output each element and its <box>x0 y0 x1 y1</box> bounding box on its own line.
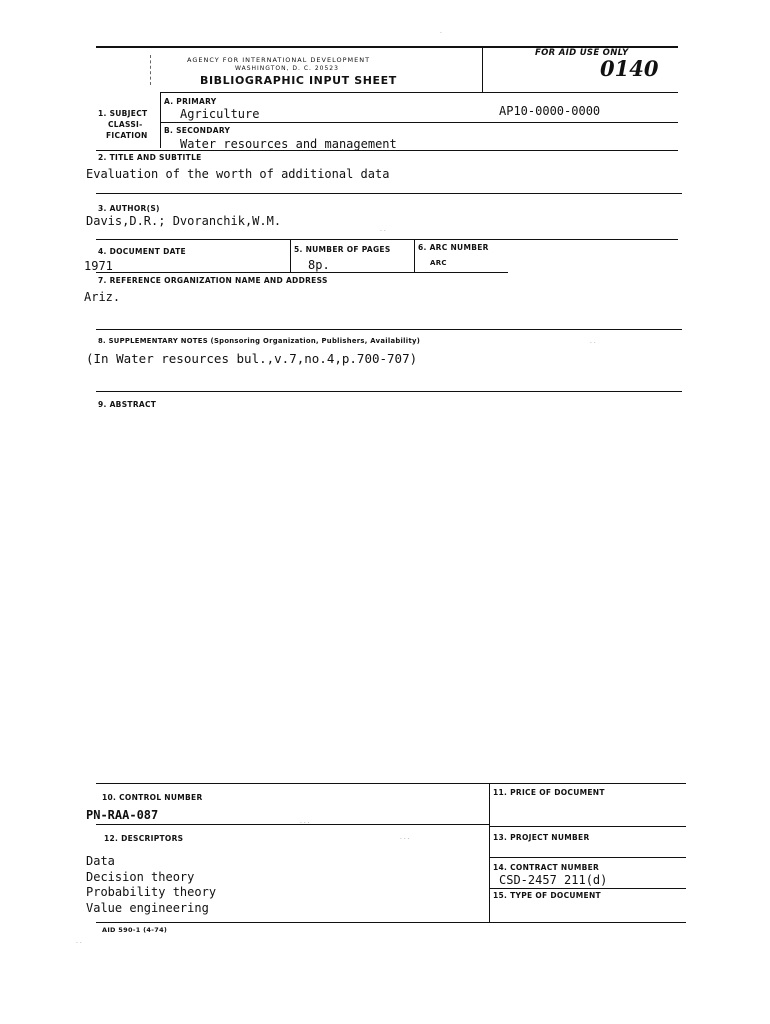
title-rule <box>96 193 682 194</box>
bottom-rule <box>96 922 686 923</box>
document-date-value: 1971 <box>84 259 113 273</box>
descriptor-item: Value engineering <box>86 901 209 915</box>
scan-speckle: · · · <box>400 836 410 843</box>
descriptors-label: 12. DESCRIPTORS <box>104 834 184 843</box>
header-divider <box>482 46 483 92</box>
header-bottom-rule <box>160 92 678 93</box>
supplementary-rule <box>96 391 682 392</box>
secondary-label: B. SECONDARY <box>164 126 231 135</box>
reference-org-label: 7. REFERENCE ORGANIZATION NAME AND ADDRESS <box>98 276 328 285</box>
secondary-rule <box>96 150 678 151</box>
scan-speckle: · · · <box>300 820 310 827</box>
contract-number-rule <box>489 888 686 889</box>
scan-speckle: · · <box>76 940 82 947</box>
arc-rule <box>96 272 508 273</box>
primary-rule <box>160 122 678 123</box>
control-number-rule <box>96 824 489 825</box>
project-number-rule <box>489 857 686 858</box>
arc-divider <box>414 239 415 272</box>
price-rule <box>489 826 686 827</box>
contract-number-label: 14. CONTRACT NUMBER <box>493 863 600 872</box>
reference-org-value: Ariz. <box>84 290 121 304</box>
handwritten-number: 0140 <box>600 56 659 81</box>
pages-value: 8p. <box>308 258 330 272</box>
title-value: Evaluation of the worth of additional data <box>86 167 390 181</box>
document-date-label: 4. DOCUMENT DATE <box>98 247 186 256</box>
control-number-label: 10. CONTROL NUMBER <box>102 793 203 802</box>
subject-label-line3: FICATION <box>106 131 148 140</box>
arc-number-value: ARC <box>430 259 447 267</box>
subject-divider <box>160 92 161 148</box>
reference-org-rule <box>96 329 682 330</box>
descriptor-item: Probability theory <box>86 885 217 899</box>
scan-speckle: · <box>440 30 442 37</box>
supplementary-value: (In Water resources bul.,v.7,no.4,p.700-707) <box>86 351 418 366</box>
primary-label: A. PRIMARY <box>164 97 217 106</box>
control-number-value: PN-RAA-087 <box>86 808 159 822</box>
descriptor-item: Data <box>86 854 115 868</box>
arc-number-label: 6. ARC NUMBER <box>418 243 489 252</box>
abstract-label: 9. ABSTRACT <box>98 400 157 409</box>
secondary-value: Water resources and management <box>180 137 397 151</box>
project-number-label: 13. PROJECT NUMBER <box>493 833 590 842</box>
pages-divider <box>290 239 291 272</box>
sheet-title: BIBLIOGRAPHIC INPUT SHEET <box>200 74 397 87</box>
form-number: AID 590-1 (4-74) <box>102 926 168 934</box>
subject-label-line2: CLASSI- <box>108 120 143 129</box>
supplementary-label: 8. SUPPLEMENTARY NOTES (Sponsoring Organization, Publishers, Availability) <box>98 337 421 345</box>
header-left-tick <box>150 55 151 85</box>
primary-value: Agriculture <box>180 107 260 121</box>
agency-name: AGENCY FOR INTERNATIONAL DEVELOPMENT <box>187 56 371 64</box>
descriptor-item: Decision theory <box>86 870 195 884</box>
price-label: 11. PRICE OF DOCUMENT <box>493 788 605 797</box>
author-label: 3. AUTHOR(S) <box>98 204 160 213</box>
document-type-label: 15. TYPE OF DOCUMENT <box>493 891 601 900</box>
contract-number-value: CSD-2457 211(d) <box>499 873 608 887</box>
title-label: 2. TITLE AND SUBTITLE <box>98 153 202 162</box>
author-value: Davis,D.R.; Dvoranchik,W.M. <box>86 214 282 228</box>
subject-label-line1: 1. SUBJECT <box>98 109 148 118</box>
scan-speckle: · · <box>380 228 386 235</box>
agency-address: WASHINGTON, D. C. 20523 <box>235 65 339 72</box>
aid-use-only-label: FOR AID USE ONLY <box>535 48 629 58</box>
bottom-divider <box>489 783 490 923</box>
primary-code: AP10-0000-0000 <box>499 104 601 118</box>
scan-speckle: · · <box>590 340 596 347</box>
pages-label: 5. NUMBER OF PAGES <box>294 245 391 254</box>
bottom-top-rule <box>96 783 686 784</box>
author-rule <box>96 239 678 240</box>
